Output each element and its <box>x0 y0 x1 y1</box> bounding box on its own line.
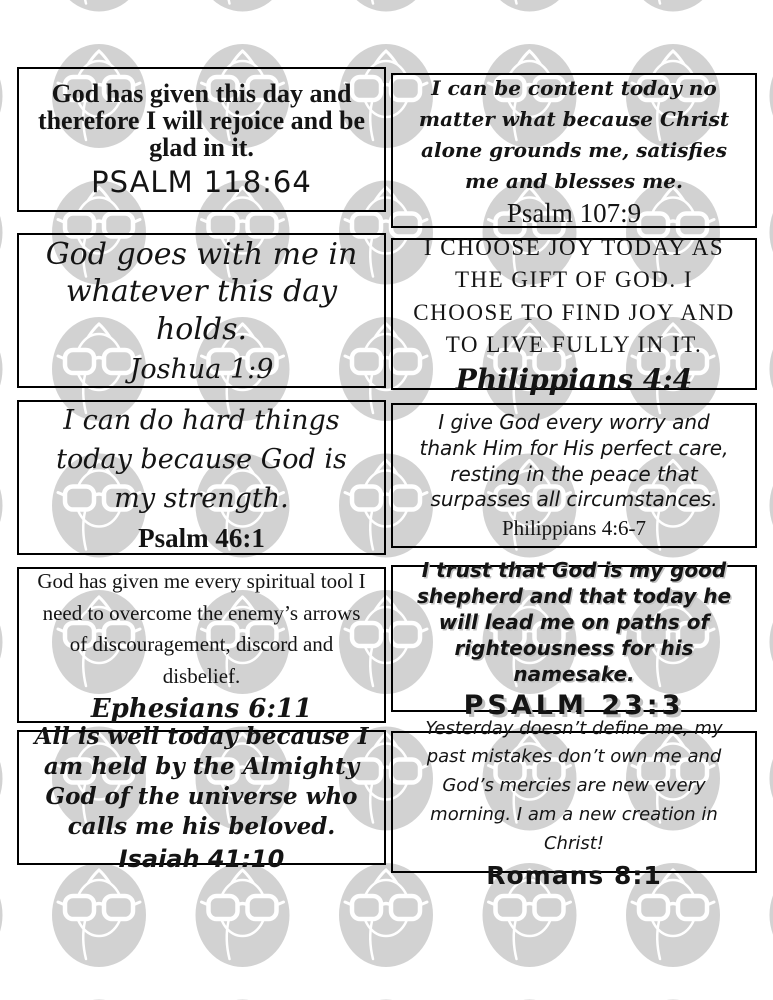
verse-card-6 <box>391 403 757 548</box>
verse-card-8 <box>391 557 757 721</box>
verse-reference: Philippians 4:6-7 <box>501 515 647 540</box>
verse-text: I CHOOSE JOY TODAY AS THE GIFT OF GOD. I CHOOSE TO FIND JOY AND TO LIVE FULLY IN IT. <box>413 235 735 357</box>
verse-text: I give God every worry and thank Him for His perfect care, resting in the peace that surpasses all circumstances. <box>419 410 729 512</box>
verse-reference: Isaiah 41:10 <box>118 844 285 873</box>
verse-reference: Joshua 1:9 <box>129 354 274 386</box>
verse-text: I trust that God is my good shepherd and that today he will lead me on paths of righteousness for his namesake. <box>416 557 732 686</box>
verse-text: I can be content today no matter what because Christ alone grounds me, satisfies me and blesses me. <box>418 75 730 193</box>
verse-card-9 <box>17 723 386 873</box>
verse-text: God has given this day and therefore I will rejoice and be glad in it. <box>37 78 366 163</box>
verse-card-2 <box>391 73 757 228</box>
verse-text: All is well today because I am held by the Almighty God of the universe who calls me his beloved. <box>34 723 369 840</box>
verse-card-4 <box>391 235 757 396</box>
verse-reference: PSALM 23:3 <box>463 689 685 721</box>
verse-card-7 <box>17 567 386 723</box>
verse-reference: PSALM 118:64 <box>91 165 312 200</box>
verse-reference: Psalm 107:9 <box>506 197 642 228</box>
verse-text: Yesterday doesn’t define me, my past mistakes don’t own me and God’s mercies are new every morning. I am a new creation in Christ! <box>425 717 723 854</box>
verse-text: God has given me every spiritual tool I need to overcome the enemy’s arrows of discouragement, discord and disbelief. <box>37 569 366 688</box>
verse-reference: Ephesians 6:11 <box>90 694 313 724</box>
verse-reference: Philippians 4:4 <box>455 362 693 396</box>
verse-card-3 <box>17 233 386 388</box>
verse-text: God goes with me in whatever this day holds. <box>45 236 358 347</box>
verse-card-1 <box>17 67 386 212</box>
verse-card-10 <box>391 717 757 890</box>
verse-text: I can do hard things today because God is my strength. <box>56 404 347 515</box>
verse-reference: Romans 8:1 <box>486 860 662 890</box>
verse-reference: Psalm 46:1 <box>138 523 265 554</box>
verse-card-5 <box>17 400 386 555</box>
